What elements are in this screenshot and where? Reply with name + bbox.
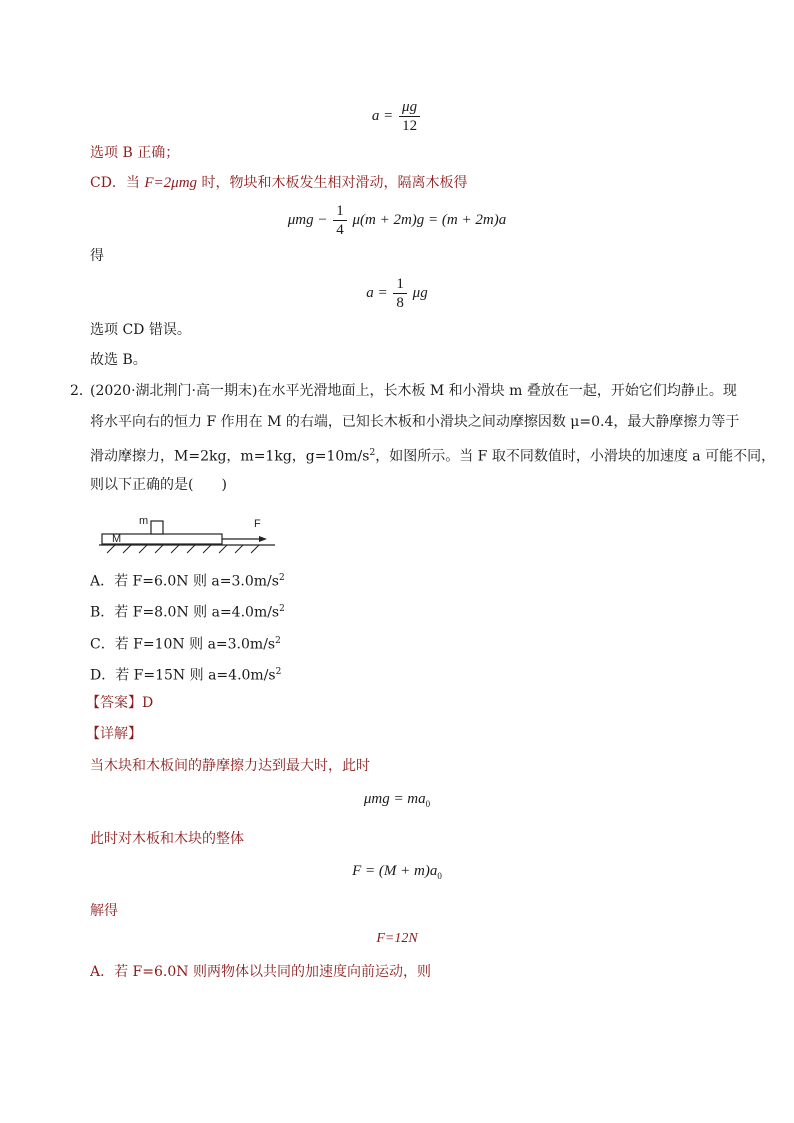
option-b-sup: 2 <box>279 604 285 614</box>
explanation-line-1: 当木块和木板间的静摩擦力达到最大时，此时 <box>90 758 370 774</box>
label-m: m <box>139 515 149 527</box>
ground-hatching <box>107 545 259 553</box>
explanation-line-2: 此时对木板和木块的整体 <box>90 831 244 847</box>
option-a-text: A．若 F=6.0N 则 a=3.0m/s <box>90 573 279 590</box>
eq2-fraction <box>333 202 347 239</box>
option-b <box>90 599 285 623</box>
option-b-correct-text: 选项 B 正确； <box>90 145 180 161</box>
question-line-1: (2020·湖北荆门·高一期末)在水平光滑地面上，长木板 M 和小滑块 m 叠放在一起，开始它们均静止。现 <box>90 383 737 399</box>
label-M: M <box>112 533 122 545</box>
option-d-sup: 2 <box>275 667 282 677</box>
cd-condition: F=2μmg <box>144 175 198 191</box>
option-cd-wrong-text: 选项 CD 错误。 <box>90 322 191 338</box>
cd-prefix: CD．当 <box>90 175 145 191</box>
option-c <box>90 631 281 655</box>
equation-whole-system <box>0 863 794 881</box>
option-c-sup: 2 <box>275 636 281 646</box>
jiede-text: 解得 <box>90 903 118 919</box>
eq5-lhs: F = (M + m)a <box>352 863 438 879</box>
question-number: 2． <box>70 383 93 399</box>
eq2-right: μ(m + 2m)g = (m + 2m)a <box>352 211 507 228</box>
equation-max-static-friction <box>0 791 794 809</box>
cd-suffix: 时，物块和木板发生相对滑动，隔离木板得 <box>197 175 468 191</box>
answer-label: 【答案】D <box>86 695 154 711</box>
option-a <box>90 568 285 592</box>
board-block-figure <box>95 510 285 555</box>
eq1-numerator: μg <box>399 98 420 117</box>
question-line-4: 则以下正确的是( ) <box>90 477 227 493</box>
eq4-sub: 0 <box>425 799 431 809</box>
eq2-numerator: 1 <box>333 202 347 221</box>
de-text: 得 <box>90 248 104 264</box>
question-line-2: 将水平向右的恒力 F 作用在 M 的右端，已知长木板和小滑块之间动摩擦因数 μ=0.4，最大静摩擦力等于 <box>90 414 740 430</box>
equation-f-12n: F=12N <box>376 931 418 946</box>
equation-board-isolation <box>0 202 794 239</box>
eq1-lhs: a = <box>371 107 394 124</box>
force-arrow-head <box>259 536 267 542</box>
eq3-denominator: 8 <box>396 295 404 311</box>
question-line-3-sup: 2 <box>369 448 376 458</box>
eq3-fraction <box>393 275 407 312</box>
question-line-3-b: ，如图所示。当 F 取不同数值时，小滑块的加速度 a 可能不同， <box>375 448 776 465</box>
eq1-denominator: 12 <box>402 118 418 134</box>
cd-analysis-line <box>90 173 468 193</box>
label-F: F <box>254 518 261 530</box>
explanation-option-a: A．若 F=6.0N 则两物体以共同的加速度向前运动，则 <box>90 964 431 980</box>
option-d-text: D．若 F=15N 则 a=4.0m/s <box>90 667 276 684</box>
question-line-3 <box>90 443 775 467</box>
equation-a-one-eighth-mu-g <box>0 275 794 312</box>
eq2-left: μmg − <box>287 211 328 228</box>
option-d <box>90 662 281 686</box>
eq3-numerator: 1 <box>393 275 407 294</box>
equation-a-mu-g-over-12 <box>0 98 794 135</box>
choose-b-text: 故选 B。 <box>90 352 147 368</box>
small-block-m <box>151 521 163 534</box>
eq5-sub: 0 <box>437 871 442 881</box>
option-c-text: C．若 F=10N 则 a=3.0m/s <box>90 636 276 653</box>
option-b-text: B．若 F=8.0N 则 a=4.0m/s <box>90 604 280 621</box>
option-a-sup: 2 <box>278 573 285 583</box>
eq3-rhs: μg <box>412 284 428 301</box>
eq4-lhs: μmg = ma <box>363 791 426 807</box>
eq1-fraction <box>399 98 420 135</box>
eq3-lhs: a = <box>366 284 388 301</box>
question-line-3-a: 滑动摩擦力，M=2kg，m=1kg，g=10m/s <box>90 448 370 465</box>
detail-label: 【详解】 <box>86 726 142 742</box>
eq2-denominator: 4 <box>336 222 344 238</box>
